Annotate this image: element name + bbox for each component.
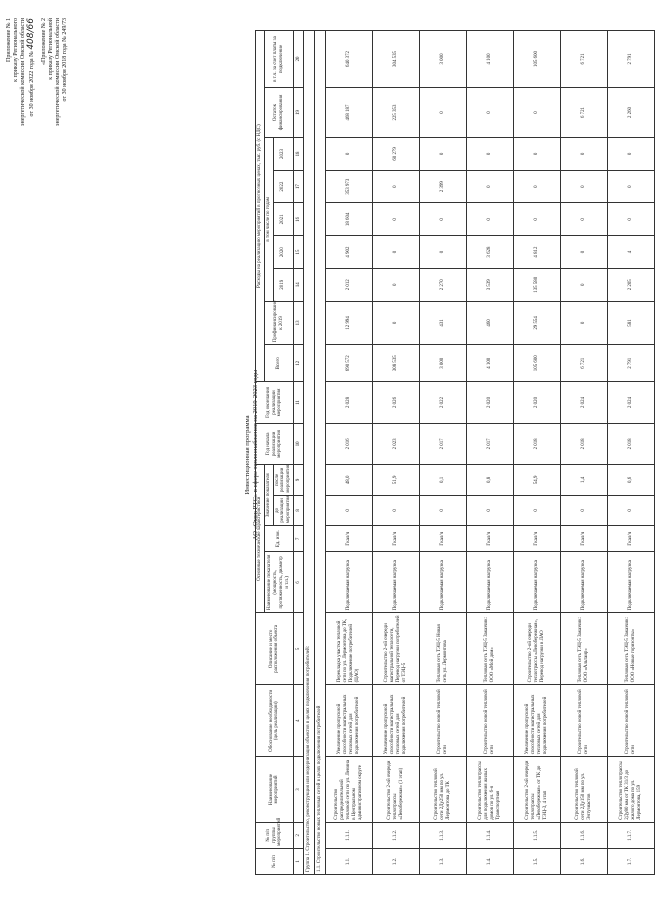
cell-start: 2 016 [325,423,372,464]
cell-total: 2 791 [607,345,654,382]
cell-start: 2 018 [513,423,560,464]
cell-g: 1.1.3. [419,822,466,848]
annex1-date: от 30 ноября 2022 года № [28,51,35,117]
col-head-2022: 2022 [273,170,293,203]
cell-n: 1.5. [513,848,560,874]
cell-conn: 2 791 [607,31,654,88]
cell-after: 1,4 [560,465,607,496]
cell-rest: 0 [466,87,513,137]
cell-total: 308 535 [372,345,419,382]
cell-before: 0 [372,495,419,526]
cell-total: 4 100 [466,345,513,382]
cell-place: Тепловая сеть ТЭЦ-5 Заказчик: ООО «Альтаир» [560,613,607,685]
cell-indicator: Подключаемая нагрузка [466,552,513,613]
col-head-vals: Значение показателя [264,465,273,526]
cell-unit: Гкал/ч [325,526,372,552]
col-number: 2 [293,822,303,848]
cell-fin: 12 994 [325,301,372,345]
cell-total: 105 600 [513,345,560,382]
col-head-13: Профинансировано к 2019 [264,301,293,345]
col-number: 3 [293,757,303,822]
cell-end: 2 022 [419,382,466,423]
group-header: Группа 1. Строительство, реконструкция или модернизация объектов в целях подключения потребителей: [303,31,314,875]
cell-start: 2 017 [419,423,466,464]
cell-after: 0,6 [607,465,654,496]
cell-v2020: 0 [419,236,466,269]
cell-indicator: Подключаемая нагрузка [513,552,560,613]
col-head-9: после реализации мероприятия [273,465,293,496]
table-row [325,31,372,875]
cell-indicator: Подключаемая нагрузка [372,552,419,613]
col-head-2: № п/п группы мероприятий [256,822,294,848]
title-line1: Инвестиционная программа [244,415,251,495]
cell-after: 54,9 [513,465,560,496]
cell-total: 6 721 [560,345,607,382]
col-number: 16 [293,203,303,236]
cell-v2021: 0 [466,203,513,236]
annex1-line1: Приложение № 1 [6,18,12,62]
col-number: 19 [293,87,303,137]
cell-n: 1.2. [372,848,419,874]
col-number: 15 [293,236,303,269]
cell-n: 1.4. [466,848,513,874]
cell-name: Строительство тепловой сети 2Ду150 мм по ул. Энтузиастов [560,757,607,822]
cell-before: 0 [607,495,654,526]
annex1-line4 [25,18,36,198]
table-row [607,31,654,875]
cell-name: Строительство теплотрассы 2Ду80 мм от ТК 31/3 до жилого дома по ул. Лермонтова, 159 [607,757,654,822]
col-number: 9 [293,465,303,496]
col-number: 6 [293,552,303,613]
cell-v2023: 0 [466,138,513,171]
cell-v2019: 2 012 [325,268,372,301]
cell-end: 2 024 [560,382,607,423]
cell-rest: 0 [419,87,466,137]
cell-v2023: 0 [419,138,466,171]
header-annex [6,18,70,198]
cell-g: 1.1.1. [325,822,372,848]
cell-before: 0 [325,495,372,526]
table-row [513,31,560,875]
col-head-7: Ед. изм. [264,526,293,552]
cell-name: Строительство 2-ой очереди теплотрассы «Левобережная» от ТК до ТЭЦ-3, 4 этап [513,757,560,822]
cell-end: 2 020 [466,382,513,423]
cell-name: Строительство 2-ой очереди теплотрассы «Левобережная» (1 этап) [372,757,419,822]
cell-v2021: 0 [372,203,419,236]
table-row [466,31,513,875]
cell-end: 2 020 [513,382,560,423]
cell-unit: Гкал/ч [372,526,419,552]
cell-v2020: 4 902 [325,236,372,269]
cell-fin: 29 554 [513,301,560,345]
cell-v2021: 0 [607,203,654,236]
col-head-2020: 2020 [273,236,293,269]
cell-v2020: 4 [607,236,654,269]
cell-conn: 3 000 [419,31,466,88]
subgroup-header: 1.1. Строительство новых тепловых сетей в целях подключения потребителей [314,31,325,875]
cell-place: Перекладка участка тепловой сети по ул. Лермонтова до ТК, Подключение потребителей (ЦАО) [325,613,372,685]
annex2-line4: от 30 ноября 2018 года № 249/73 [62,18,69,102]
annex2-line1: «Приложение № 2 [40,18,47,65]
column-number-row [293,31,303,875]
cell-indicator: Подключаемая нагрузка [419,552,466,613]
col-head-2019: 2019 [273,268,293,301]
cell-v2023: 60 279 [372,138,419,171]
col-number: 4 [293,685,303,757]
cell-start: 2 023 [372,423,419,464]
cell-place: Тепловая сеть ТЭЦ-5 Заказчик: ООО «Мой дом» [466,613,513,685]
cell-v2019: 135 580 [513,268,560,301]
cell-before: 0 [513,495,560,526]
cell-n: 1.1. [325,848,372,874]
cell-unit: Гкал/ч [560,526,607,552]
cell-fin: 460 [466,301,513,345]
cell-v2019: 0 [560,268,607,301]
cell-reason: Строительство новой тепловой сети [607,685,654,757]
cell-indicator: Подключаемая нагрузка [607,552,654,613]
cell-v2019: 2 205 [607,268,654,301]
cell-unit: Гкал/ч [419,526,466,552]
col-head-costs: Расходы на реализацию мероприятий в прогнозных ценах, тыс. руб. (с НДС) [256,31,265,382]
cell-total: 690 572 [325,345,372,382]
cell-v2022: 353 973 [325,170,372,203]
cell-after: 0,1 [419,465,466,496]
cell-reason: Увеличение пропускной способности магистральных тепловых сетей для подключения потребителей [513,685,560,757]
cell-unit: Гкал/ч [513,526,560,552]
cell-name: Строительство распределительной тепловой сети по ул. Ленина в Центральном административном округе [325,757,372,822]
cell-name: Строительство тепловой сети 2Ду250 мм по ул. Лермонтова до ТК [419,757,466,822]
col-head-1: № п/п [256,848,294,874]
cell-name: Строительство теплотрассы для подключения жилых домов по ул. 6-я Транспортная [466,757,513,822]
cell-rest: 2 260 [607,87,654,137]
table-row [372,31,419,875]
annex2-line3: энергетической комиссии Омской области [55,18,62,127]
cell-rest: 468 187 [325,87,372,137]
col-head-6: Наименование показателя (мощность, протяженность, диаметр и т.п.) [264,552,293,613]
cell-after: 0,8 [466,465,513,496]
cell-conn: 4 100 [466,31,513,88]
cell-place: Тепловая сеть ТЭЦ-5 Заказчик: ООО «Новые горизонты» [607,613,654,685]
cell-end: 2 026 [372,382,419,423]
cell-v2021: 0 [560,203,607,236]
cell-start: 2 018 [607,423,654,464]
cell-total: 3 000 [419,345,466,382]
col-head-tech: Основные технические характеристики [256,465,265,613]
cell-conn: 304 535 [372,31,419,88]
col-number: 1 [293,848,303,874]
col-number: 10 [293,423,303,464]
cell-v2020: 4 812 [513,236,560,269]
cell-end: 2 028 [325,382,372,423]
col-number: 11 [293,382,303,423]
cell-v2019: 2 270 [419,268,466,301]
cell-reason: Увеличение пропускной способности магистральных тепловых сетей для подключения потребителей [372,685,419,757]
col-head-by-year: в том числе по годам [264,138,273,302]
cell-indicator: Подключаемая нагрузка [325,552,372,613]
cell-fin: 0 [560,301,607,345]
investment-table [255,30,655,875]
col-number: 18 [293,138,303,171]
cell-v2020: 0 [372,236,419,269]
col-number: 8 [293,495,303,526]
cell-place: Тепловая сеть ТЭЦ-5 Новая сеть ул. Лермонтова [419,613,466,685]
cell-rest: 6 721 [560,87,607,137]
col-head-11: Год окончания реализации мероприятия [256,382,294,423]
cell-place: Строительство 2-ой очереди магистральной теплосети, Перевод нагрузки потребителей от ТЭЦ-5 [372,613,419,685]
cell-after: 51,9 [372,465,419,496]
cell-v2023: 0 [607,138,654,171]
col-number: 13 [293,301,303,345]
group-header-row [303,31,314,875]
cell-n: 1.6. [560,848,607,874]
cell-g: 1.1.6. [560,822,607,848]
cell-rest: 225 353 [372,87,419,137]
cell-n: 1.3. [419,848,466,874]
cell-conn: 640 372 [325,31,372,88]
cell-before: 0 [560,495,607,526]
cell-v2022: 0 [513,170,560,203]
cell-v2020: 0 [560,236,607,269]
cell-unit: Гкал/ч [466,526,513,552]
cell-before: 0 [419,495,466,526]
cell-v2022: 0 [560,170,607,203]
cell-v2021: 18 604 [325,203,372,236]
cell-end: 2 024 [607,382,654,423]
title-line2: АО «Омск РТС» в сфере теплоснабжения на 2019-2023 годы [252,369,259,541]
col-number: 20 [293,31,303,88]
col-head-4: Обоснование необходимости (цель реализации) [256,685,294,757]
header-row-1 [256,31,265,875]
col-head-20: в т.ч. за счет платы за подключение [264,31,293,88]
cell-start: 2 017 [466,423,513,464]
cell-v2022: 0 [466,170,513,203]
cell-unit: Гкал/ч [607,526,654,552]
annex1-line2: к приказу Регионального [13,18,20,82]
cell-fin: 431 [419,301,466,345]
cell-v2019: 0 [372,268,419,301]
cell-rest: 0 [513,87,560,137]
cell-v2023: 0 [325,138,372,171]
cell-reason: Строительство новой тепловой сети [560,685,607,757]
table-row [560,31,607,875]
cell-fin: 0 [372,301,419,345]
handwritten-number: 408/66 [25,18,36,50]
table-row [419,31,466,875]
cell-conn: 105 600 [513,31,560,88]
cell-fin: 581 [607,301,654,345]
cell-g: 1.1.5. [513,822,560,848]
cell-g: 1.1.7. [607,822,654,848]
col-head-12: Всего [264,345,293,382]
cell-v2021: 0 [419,203,466,236]
cell-v2019: 3 539 [466,268,513,301]
col-head-3: Наименование мероприятий [256,757,294,822]
col-head-2021: 2021 [273,203,293,236]
cell-reason: Строительство новой тепловой сети [466,685,513,757]
cell-reason: Строительство новой тепловой сети [419,685,466,757]
cell-v2021: 0 [513,203,560,236]
col-number: 14 [293,268,303,301]
table-body [325,31,654,875]
cell-g: 1.1.4. [466,822,513,848]
col-head-5: Описание и место расположения объекта [256,613,294,685]
annex2-line2: к приказу Региональной [48,18,55,80]
cell-v2023: 0 [560,138,607,171]
cell-after: 48,0 [325,465,372,496]
cell-v2020: 3 628 [466,236,513,269]
cell-before: 0 [466,495,513,526]
cell-reason: Увеличение пропускной способности магистральных тепловых сетей для подключения потребителей [325,685,372,757]
col-head-8: до реализации мероприятия [273,495,293,526]
cell-conn: 6 721 [560,31,607,88]
col-number: 17 [293,170,303,203]
cell-place: Строительство 2-ой очереди теплотрассы «Левобережная», Перевод нагрузки в ЛАО [513,613,560,685]
col-head-10: Год начала реализации мероприятия [256,423,294,464]
col-head-2023: 2023 [273,138,293,171]
cell-v2022: 2 399 [419,170,466,203]
subgroup-header-row [314,31,325,875]
cell-indicator: Подключаемая нагрузка [560,552,607,613]
col-number: 12 [293,345,303,382]
cell-n: 1.7. [607,848,654,874]
annex1-line3: энергетической комиссии Омской области [20,18,27,127]
cell-v2023: 0 [513,138,560,171]
cell-start: 2 018 [560,423,607,464]
cell-v2022: 0 [372,170,419,203]
cell-v2022: 0 [607,170,654,203]
cell-g: 1.1.2. [372,822,419,848]
col-head-19: Остаток финансирования [264,87,293,137]
col-number: 5 [293,613,303,685]
col-number: 7 [293,526,303,552]
